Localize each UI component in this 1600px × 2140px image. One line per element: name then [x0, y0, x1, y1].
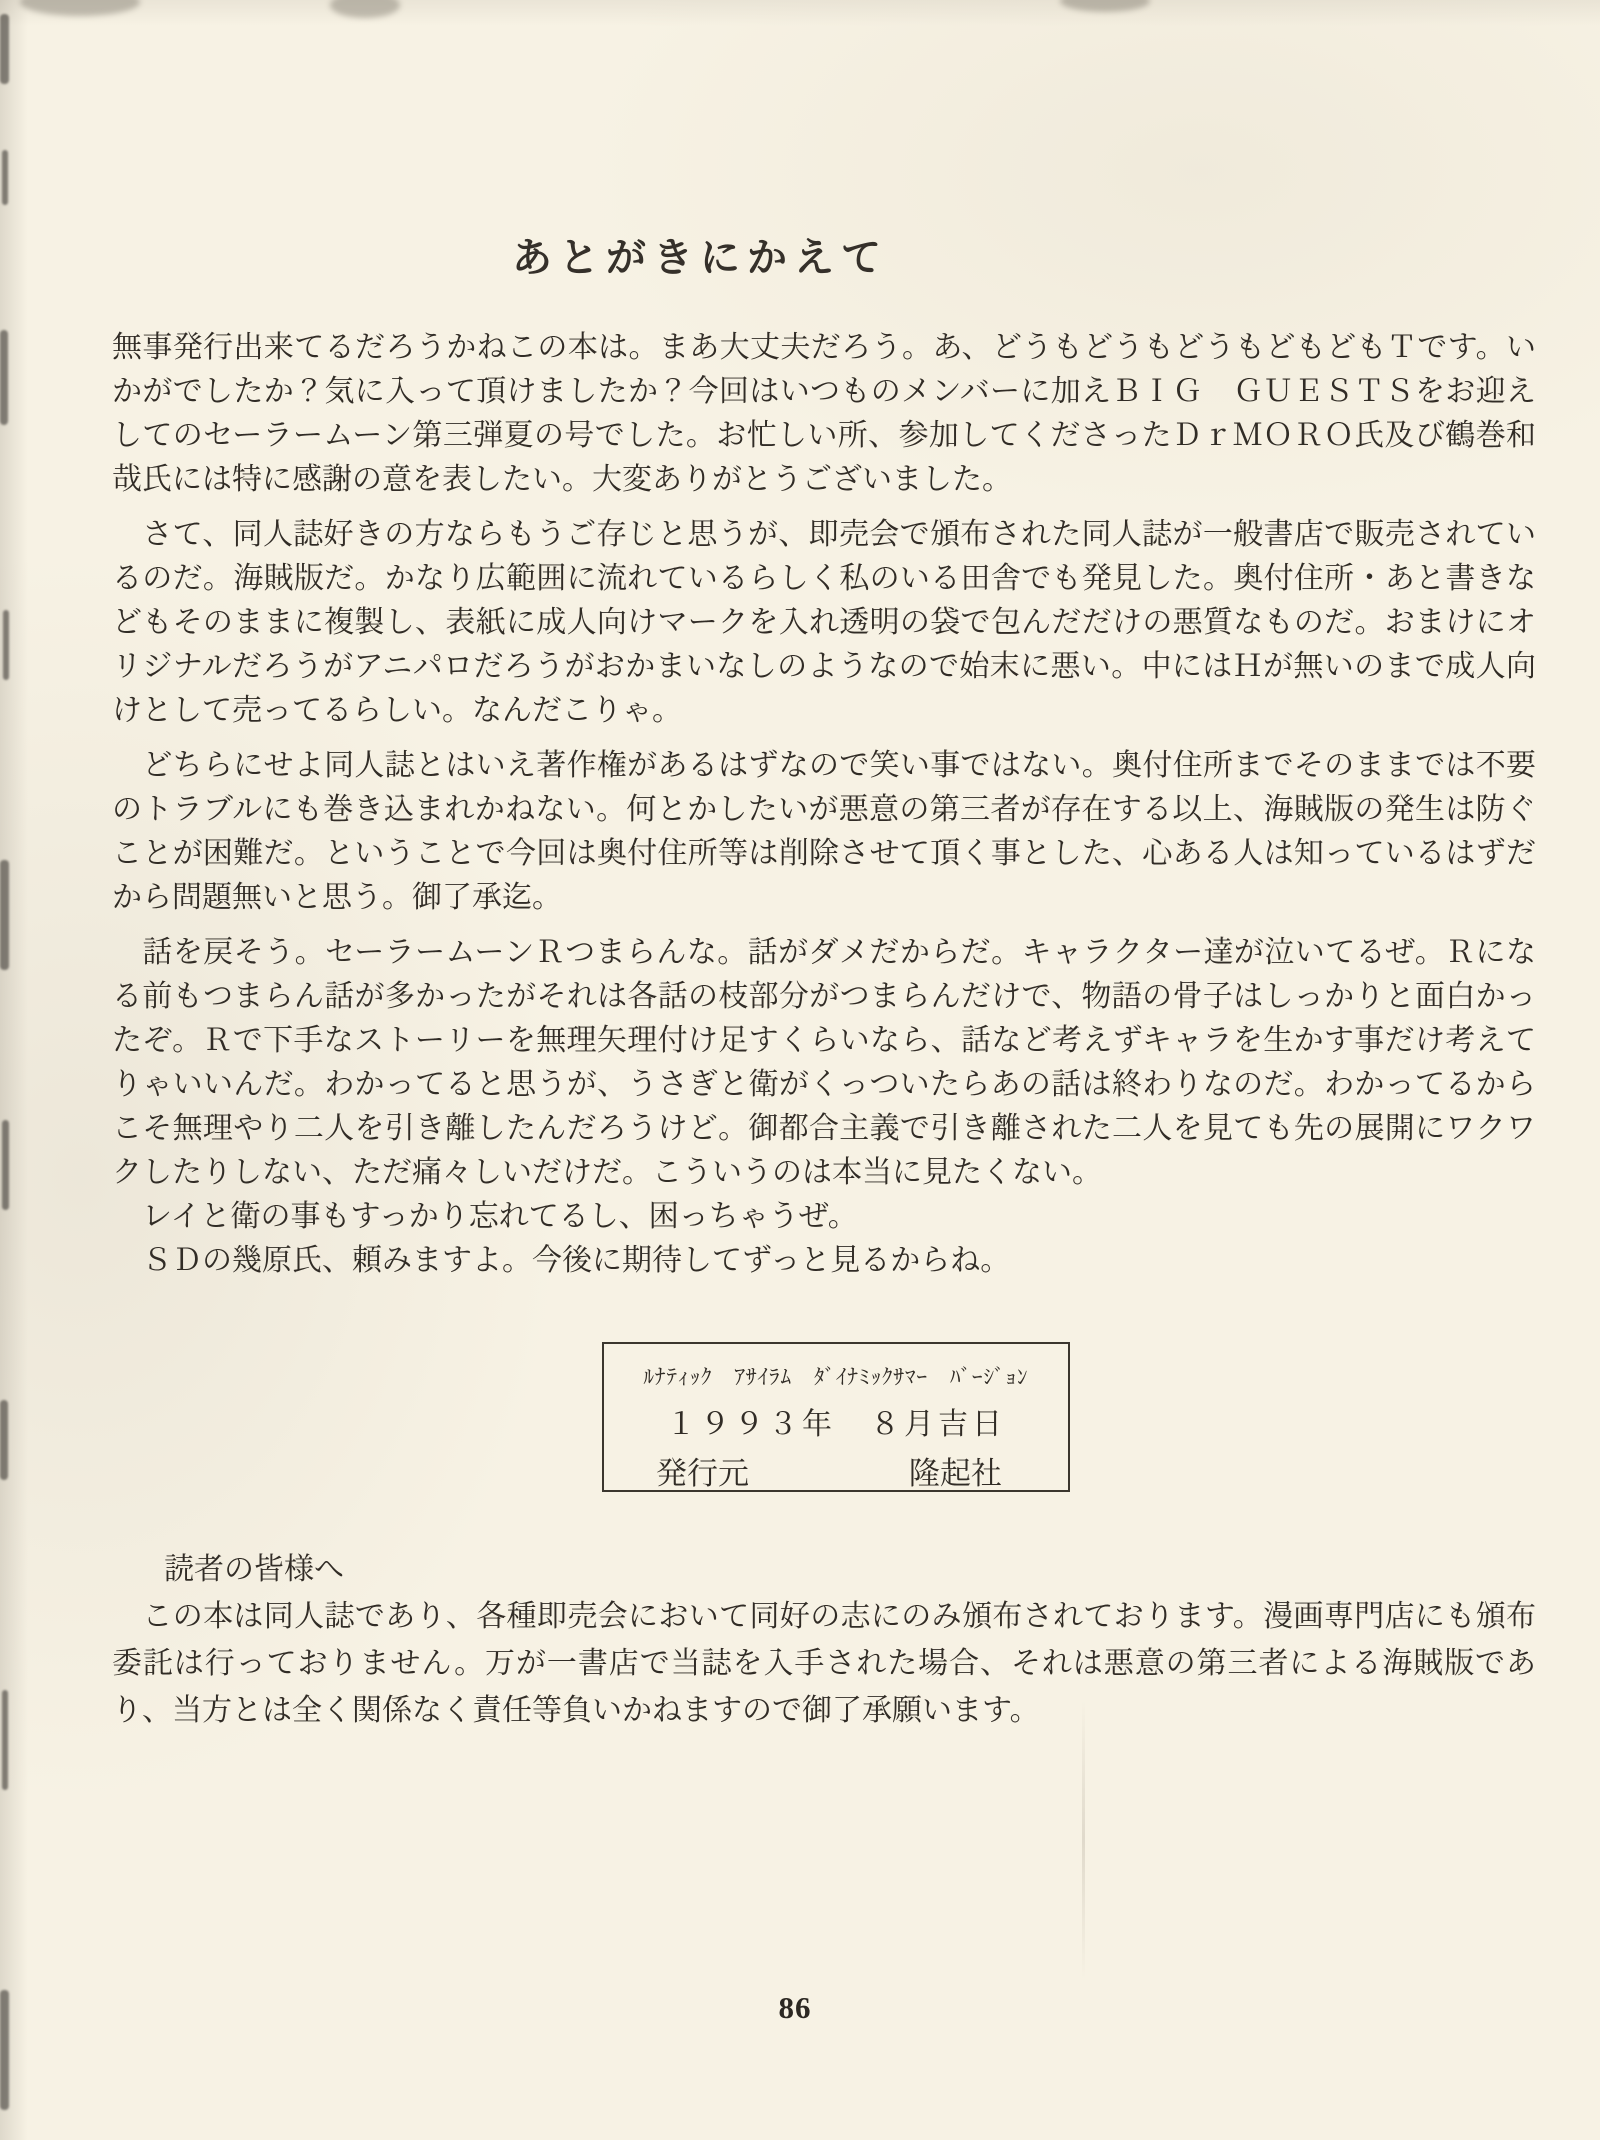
afterword-paragraph-1: 無事発行出来てるだろうかねこの本は。まあ大丈夫だろう。あ、どうもどうもどうもどもどもＴです。いかがでしたか？気に入って頂けましたか？今回はいつものメンバーに加えＢＩＧ ＧＵＥＳＴＳをお迎えしてのセーラームーン第三弾夏の号でした。お忙しい所、参加してくださったＤｒＭＯＲＯ氏及び鶴巻和哉氏には特に感謝の意を表したい。大変ありがとうございました。 [112, 331, 1536, 496]
afterword-paragraph-4: 話を戻そう。セーラームーンＲつまらんな。話がダメだからだ。キャラクター達が泣いてるぜ。Ｒになる前もつまらん話が多かったがそれは各話の枝部分がつまらんだけで、物語の骨子はしっかりと面白かったぞ。Ｒで下手なストーリーを無理矢理付け足すくらいなら、話など考えずキャラを生かす事だけ考えてりゃいいんだ。わかってると思うが、うさぎと衛がくっついたらあの話は終わりなのだ。わかってるからこそ無理やり二人を引き離したんだろうけど。御都合主義で引き離された二人を見ても先の展開にワクワクしたりしない、ただ痛々しいだけだ。こういうのは本当に見たくない。 [112, 936, 1536, 1189]
scan-artifact-left-edge [2, 150, 8, 205]
scan-smudge [20, 0, 140, 16]
scan-artifact-left-edge [0, 860, 9, 970]
colophon-publisher-row [604, 1448, 1068, 1493]
colophon-date: １９９３年 ８月吉日 [666, 1408, 1006, 1441]
page-number: 86 [778, 1990, 812, 2025]
afterword-paragraph-2: さて、同人誌好きの方ならもうご存じと思うが、即売会で頒布された同人誌が一般書店で販売されているのだ。海賊版だ。かなり広範囲に流れているらしく私のいる田舎でも発見した。奥付住所・あと書きなどもそのままに複製し、表紙に成人向けマークを入れ透明の袋で包んだだけの悪質なものだ。おまけにオリジナルだろうがアニパロだろうがおかまいなしのようなので始末に悪い。中にはＨが無いのまで成人向けとして売ってるらしい。なんだこりゃ。 [112, 518, 1536, 727]
scan-fold-line [1082, 1700, 1085, 1980]
afterword-paragraph-6: ＳＤの幾原氏、頼みますよ。今後に期待してずっと見るからね。 [112, 1244, 1011, 1277]
publisher-name: 隆起社 [909, 1456, 1002, 1491]
publisher-label: 発行元 [656, 1456, 749, 1491]
notice-body: この本は同人誌であり、各種即売会において同好の志にのみ頒布されております。漫画専門店にも頒布委託は行っておりません。万が一書店で当誌を入手された場合、それは悪意の第三者による海賊版であり、当方とは全く関係なく責任等負いかねますので御了承願います。 [112, 1600, 1536, 1727]
scan-smudge [1060, 0, 1150, 12]
scan-artifact-left-edge [3, 610, 9, 680]
scan-artifact-left-edge [0, 330, 8, 425]
page-title: あとがきにかえて [512, 235, 888, 280]
afterword-paragraph-3: どちらにせよ同人誌とはいえ著作権があるはずなので笑い事ではない。奥付住所までそのままでは不要のトラブルにも巻き込まれかねない。何とかしたいが悪意の第三者が存在する以上、海賊版の発生は防ぐことが困難だ。ということで今回は奥付住所等は削除させて頂く事とした、心ある人は知っているはずだから問題無いと思う。御了承迄。 [112, 749, 1536, 914]
notice-heading: 読者の皆様へ [164, 1553, 344, 1586]
colophon-box [602, 1342, 1070, 1492]
afterword-paragraph-5: レイと衛の事もすっかり忘れてるし、困っちゃうぜ。 [112, 1200, 858, 1233]
scan-artifact-left-edge [2, 1690, 8, 1790]
reader-notice [112, 1546, 1536, 1734]
scan-artifact-left-edge [0, 1400, 8, 1480]
colophon-series-title: ﾙﾅﾃｨｯｸ ｱｻｲﾗﾑ ﾀﾞｲﾅﾐｯｸｻﾏｰ ﾊﾞｰｼﾞｮﾝ [643, 1365, 1029, 1389]
afterword-text [112, 326, 1536, 1283]
scan-artifact-left-edge [2, 1120, 9, 1210]
scan-smudge [330, 0, 400, 18]
scan-artifact-left-edge [0, 14, 9, 84]
